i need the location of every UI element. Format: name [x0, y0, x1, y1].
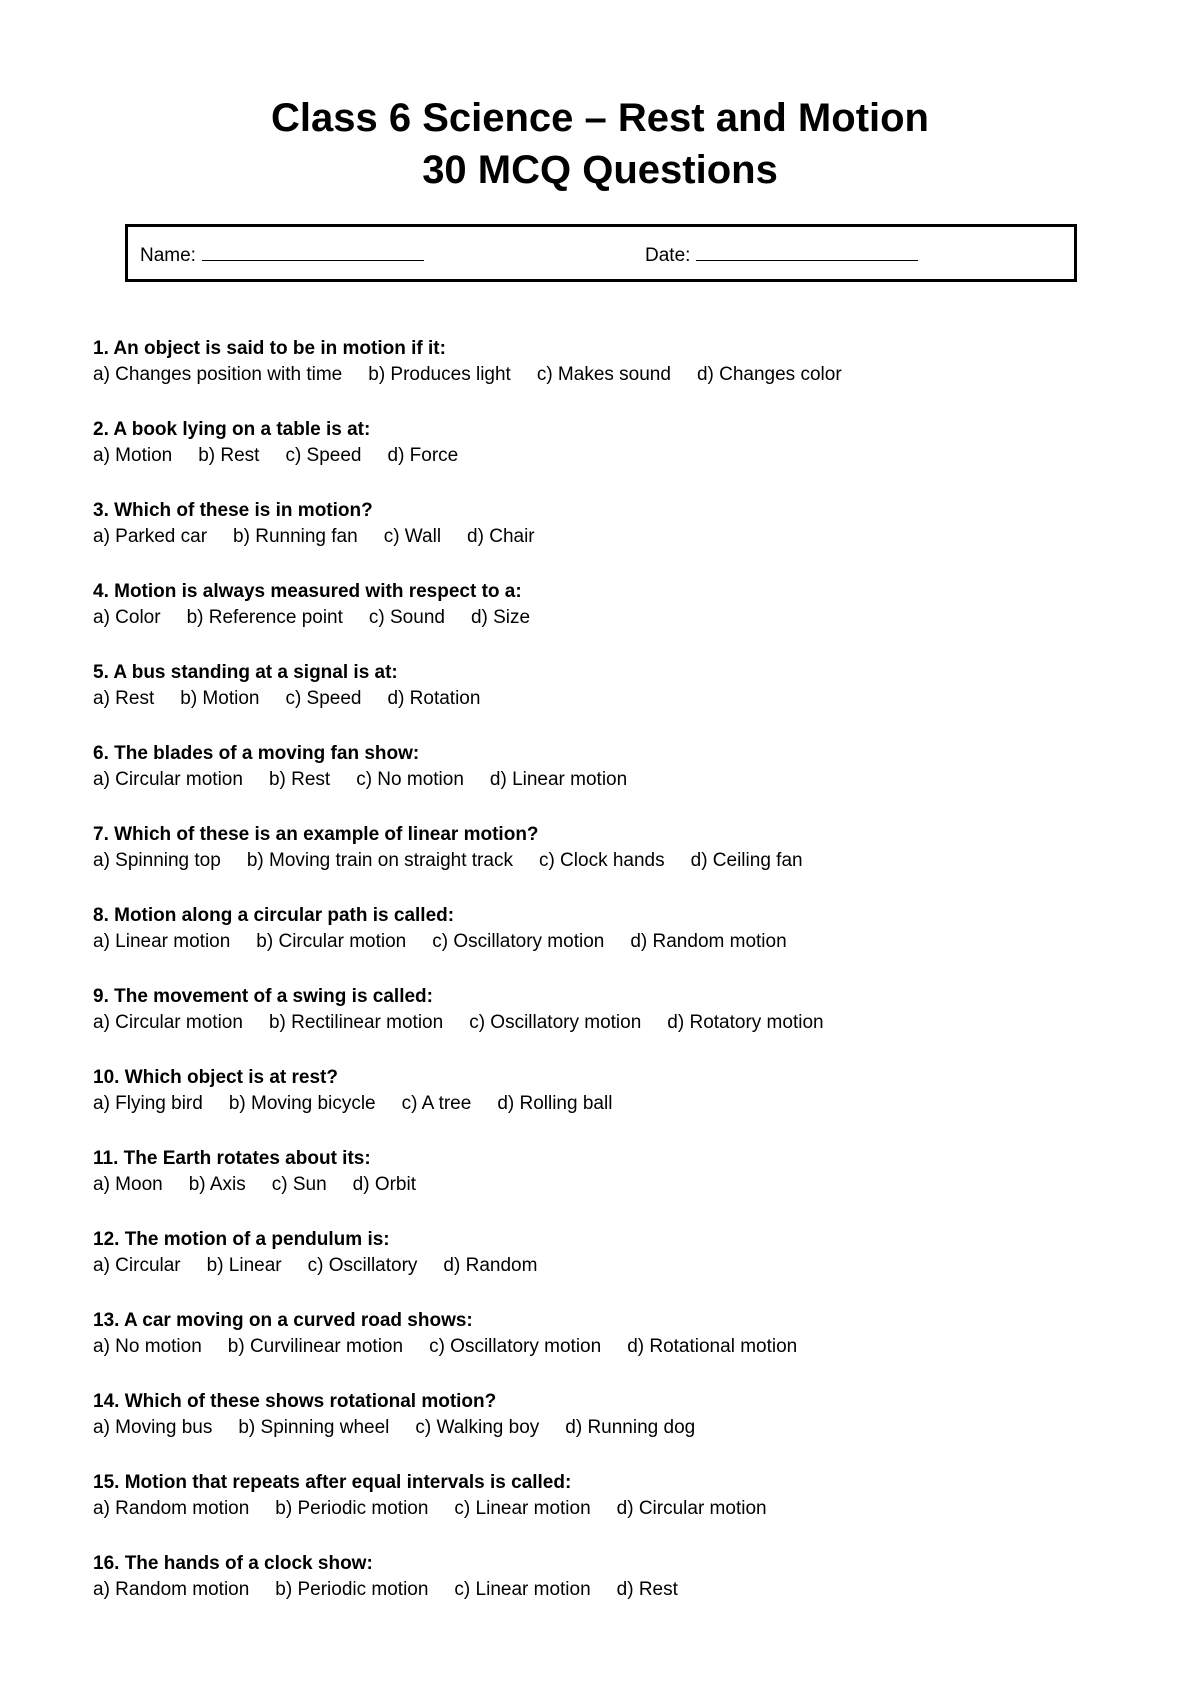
question-item	[93, 336, 1173, 417]
question-list	[93, 336, 1173, 1632]
student-info-box	[125, 224, 1077, 282]
page-title: Class 6 Science – Rest and Motion	[271, 96, 929, 140]
answer-option: a) Motion	[93, 445, 173, 466]
answer-option: a) No motion	[93, 1336, 202, 1357]
answer-option: a) Linear motion	[93, 931, 231, 952]
question-options	[93, 605, 1173, 631]
answer-option: d) Circular motion	[616, 1498, 767, 1519]
question-item	[93, 660, 1173, 741]
question-options	[93, 767, 1173, 793]
question-options	[93, 1172, 1173, 1198]
answer-option: b) Reference point	[186, 607, 343, 628]
question-text: 14. Which of these shows rotational motion?	[93, 1391, 497, 1412]
answer-option: b) Moving bicycle	[228, 1093, 376, 1114]
answer-option: d) Changes color	[696, 364, 842, 385]
answer-option: b) Axis	[188, 1174, 246, 1195]
answer-option: b) Produces light	[368, 364, 511, 385]
answer-option: d) Rotation	[387, 688, 481, 709]
answer-option: d) Orbit	[352, 1174, 417, 1195]
answer-option: c) Oscillatory motion	[469, 1012, 642, 1033]
name-blank-line[interactable]	[202, 244, 424, 261]
question-text: 1. An object is said to be in motion if it:	[93, 338, 446, 359]
question-item	[93, 1470, 1173, 1551]
question-item	[93, 741, 1173, 822]
answer-option: b) Spinning wheel	[238, 1417, 390, 1438]
answer-option: a) Rest	[93, 688, 155, 709]
question-text: 5. A bus standing at a signal is at:	[93, 662, 398, 683]
answer-option: c) No motion	[356, 769, 464, 790]
answer-option: d) Random motion	[630, 931, 787, 952]
answer-option: d) Ceiling fan	[690, 850, 803, 871]
question-item	[93, 1308, 1173, 1389]
answer-option: c) Linear motion	[454, 1498, 591, 1519]
answer-option: c) Walking boy	[415, 1417, 540, 1438]
question-text: 2. A book lying on a table is at:	[93, 419, 371, 440]
question-text: 10. Which object is at rest?	[93, 1067, 338, 1088]
question-text: 4. Motion is always measured with respect to a:	[93, 581, 522, 602]
answer-option: b) Rectilinear motion	[268, 1012, 444, 1033]
answer-option: d) Size	[470, 607, 531, 628]
answer-option: c) Oscillatory motion	[432, 931, 605, 952]
answer-option: c) Oscillatory motion	[429, 1336, 602, 1357]
question-options	[93, 1334, 1173, 1360]
answer-option: a) Random motion	[93, 1498, 250, 1519]
question-item	[93, 903, 1173, 984]
question-text: 13. A car moving on a curved road shows:	[93, 1310, 473, 1331]
question-options	[93, 929, 1173, 955]
question-item	[93, 1065, 1173, 1146]
answer-option: d) Linear motion	[489, 769, 628, 790]
answer-option: c) A tree	[401, 1093, 472, 1114]
question-options	[93, 1577, 1173, 1603]
question-options	[93, 1253, 1173, 1279]
answer-option: c) Makes sound	[536, 364, 671, 385]
question-options	[93, 1010, 1173, 1036]
answer-option: d) Rest	[616, 1579, 678, 1600]
answer-option: a) Moon	[93, 1174, 163, 1195]
answer-option: a) Moving bus	[93, 1417, 213, 1438]
question-item	[93, 1227, 1173, 1308]
question-item	[93, 579, 1173, 660]
answer-option: b) Rest	[198, 445, 260, 466]
answer-option: d) Rotatory motion	[667, 1012, 824, 1033]
answer-option: c) Speed	[285, 688, 362, 709]
answer-option: b) Linear	[206, 1255, 282, 1276]
date-field	[645, 244, 918, 267]
question-options	[93, 1091, 1173, 1117]
answer-option: a) Circular motion	[93, 1012, 243, 1033]
answer-option: b) Circular motion	[256, 931, 407, 952]
date-blank-line[interactable]	[696, 244, 918, 261]
question-text: 6. The blades of a moving fan show:	[93, 743, 420, 764]
answer-option: a) Spinning top	[93, 850, 221, 871]
page-subtitle: 30 MCQ Questions	[422, 148, 778, 192]
answer-option: a) Random motion	[93, 1579, 250, 1600]
question-item	[93, 1551, 1173, 1632]
answer-option: a) Circular	[93, 1255, 181, 1276]
answer-option: d) Chair	[467, 526, 535, 547]
question-text: 11. The Earth rotates about its:	[93, 1148, 371, 1169]
question-text: 3. Which of these is in motion?	[93, 500, 373, 521]
answer-option: c) Wall	[383, 526, 442, 547]
answer-option: d) Force	[387, 445, 459, 466]
answer-option: c) Sound	[368, 607, 445, 628]
question-item	[93, 1146, 1173, 1227]
question-options	[93, 1415, 1173, 1441]
question-text: 7. Which of these is an example of linear motion?	[93, 824, 539, 845]
answer-option: d) Running dog	[565, 1417, 696, 1438]
answer-option: a) Circular motion	[93, 769, 243, 790]
answer-option: d) Random	[443, 1255, 538, 1276]
answer-option: b) Rest	[268, 769, 331, 790]
question-options	[93, 362, 1173, 388]
question-options	[93, 1496, 1173, 1522]
question-text: 16. The hands of a clock show:	[93, 1553, 373, 1574]
answer-option: c) Clock hands	[538, 850, 665, 871]
question-item	[93, 1389, 1173, 1470]
question-text: 8. Motion along a circular path is called:	[93, 905, 455, 926]
question-item	[93, 417, 1173, 498]
question-options	[93, 848, 1173, 874]
answer-option: a) Parked car	[93, 526, 208, 547]
answer-option: b) Motion	[180, 688, 260, 709]
answer-option: a) Color	[93, 607, 161, 628]
name-label: Name:	[140, 245, 196, 266]
answer-option: c) Linear motion	[454, 1579, 591, 1600]
answer-option: b) Curvilinear motion	[227, 1336, 404, 1357]
answer-option: c) Speed	[285, 445, 362, 466]
answer-option: b) Running fan	[233, 526, 358, 547]
question-item	[93, 822, 1173, 903]
date-label: Date:	[645, 245, 691, 266]
answer-option: c) Oscillatory	[307, 1255, 418, 1276]
answer-option: b) Periodic motion	[275, 1579, 429, 1600]
answer-option: b) Moving train on straight track	[246, 850, 513, 871]
question-options	[93, 443, 1173, 469]
answer-option: d) Rotational motion	[627, 1336, 798, 1357]
question-text: 15. Motion that repeats after equal intervals is called:	[93, 1472, 572, 1493]
answer-option: a) Changes position with time	[93, 364, 343, 385]
question-text: 9. The movement of a swing is called:	[93, 986, 433, 1007]
answer-option: a) Flying bird	[93, 1093, 203, 1114]
answer-option: b) Periodic motion	[275, 1498, 429, 1519]
question-item	[93, 498, 1173, 579]
name-field	[140, 244, 424, 267]
question-item	[93, 984, 1173, 1065]
question-text: 12. The motion of a pendulum is:	[93, 1229, 390, 1250]
answer-option: d) Rolling ball	[497, 1093, 613, 1114]
question-options	[93, 524, 1173, 550]
answer-option: c) Sun	[271, 1174, 327, 1195]
question-options	[93, 686, 1173, 712]
